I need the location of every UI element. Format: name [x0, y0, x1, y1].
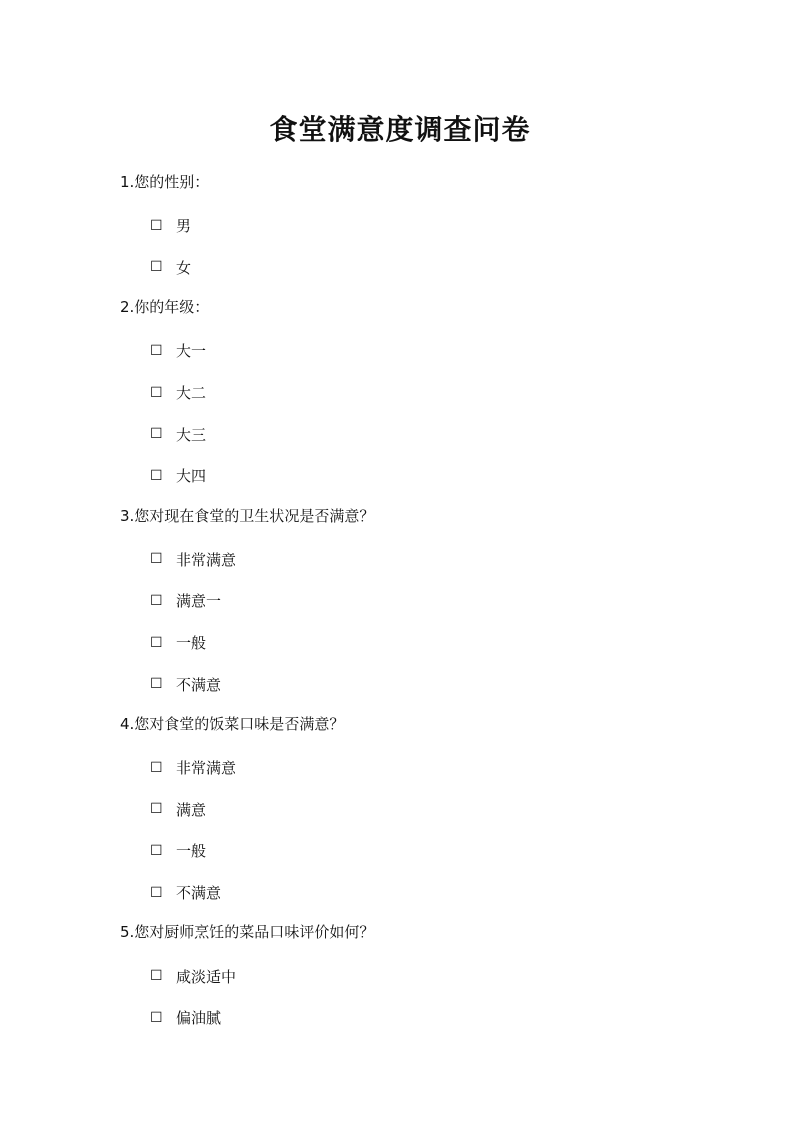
question-text: 5.您对厨师烹饪的菜品口味评价如何？ — [120, 923, 375, 942]
question-hygiene — [120, 500, 720, 708]
checkbox-icon[interactable]: ☐ — [150, 968, 163, 985]
option-item[interactable] — [120, 875, 720, 917]
option-item[interactable] — [120, 583, 720, 625]
checkbox-icon[interactable]: ☐ — [150, 551, 163, 568]
option-item[interactable] — [120, 250, 720, 292]
option-item[interactable] — [120, 458, 720, 500]
checkbox-icon[interactable]: ☐ — [150, 842, 163, 859]
question-text: 1.您的性别： — [120, 173, 210, 191]
checkbox-icon[interactable]: ☐ — [150, 467, 163, 484]
question-text: 3.您对现在食堂的卫生状况是否满意？ — [120, 506, 375, 525]
checkbox-icon[interactable]: ☐ — [150, 217, 163, 234]
options-list — [120, 958, 720, 1041]
option-item[interactable] — [120, 542, 720, 584]
option-label: 大一 — [176, 342, 207, 361]
options-list — [120, 542, 720, 708]
option-item[interactable] — [120, 333, 720, 375]
option-label: 不满意 — [176, 675, 222, 694]
checkbox-icon[interactable]: ☐ — [150, 592, 163, 609]
option-item[interactable] — [120, 792, 720, 834]
checkbox-icon[interactable]: ☐ — [150, 259, 163, 276]
option-label: 男 — [176, 217, 192, 236]
option-item[interactable] — [120, 750, 720, 792]
question-text: 2.你的年级： — [120, 298, 210, 317]
option-item[interactable] — [120, 416, 720, 458]
option-item[interactable] — [120, 958, 720, 1000]
question-taste — [120, 708, 720, 916]
checkbox-icon[interactable]: ☐ — [150, 884, 163, 901]
option-label: 偏油腻 — [176, 1009, 222, 1028]
option-label: 大二 — [176, 384, 207, 403]
checkbox-icon[interactable]: ☐ — [150, 634, 163, 651]
option-item[interactable] — [120, 1000, 720, 1042]
question-gender — [120, 166, 720, 291]
option-label: 满意一 — [176, 592, 222, 611]
option-label: 咸淡适中 — [176, 967, 237, 986]
option-item[interactable] — [120, 666, 720, 708]
checkbox-icon[interactable]: ☐ — [150, 1009, 163, 1026]
options-list — [120, 750, 720, 916]
option-label: 大四 — [176, 467, 207, 486]
checkbox-icon[interactable]: ☐ — [150, 801, 163, 818]
option-label: 非常满意 — [176, 550, 237, 569]
checkbox-icon[interactable]: ☐ — [150, 342, 163, 359]
option-item[interactable] — [120, 375, 720, 417]
option-label: 满意 — [176, 800, 207, 819]
option-label: 大三 — [176, 425, 207, 444]
option-item[interactable] — [120, 833, 720, 875]
option-label: 不满意 — [176, 884, 222, 903]
checkbox-icon[interactable]: ☐ — [150, 759, 163, 776]
checkbox-icon[interactable]: ☐ — [150, 426, 163, 443]
question-grade — [120, 291, 720, 499]
document-title: 食堂满意度调查问卷 — [269, 113, 531, 146]
survey-questions — [120, 166, 720, 1042]
option-item[interactable] — [120, 625, 720, 667]
option-label: 一般 — [176, 842, 207, 861]
option-label: 一般 — [176, 634, 207, 653]
question-text: 4.您对食堂的饭菜口味是否满意？ — [120, 714, 345, 733]
options-list — [120, 333, 720, 499]
checkbox-icon[interactable]: ☐ — [150, 384, 163, 401]
option-label: 非常满意 — [176, 759, 237, 778]
option-item[interactable] — [120, 208, 720, 250]
option-label: 女 — [176, 258, 192, 277]
checkbox-icon[interactable]: ☐ — [150, 676, 163, 693]
options-list — [120, 208, 720, 291]
question-chef-rating — [120, 916, 720, 1041]
